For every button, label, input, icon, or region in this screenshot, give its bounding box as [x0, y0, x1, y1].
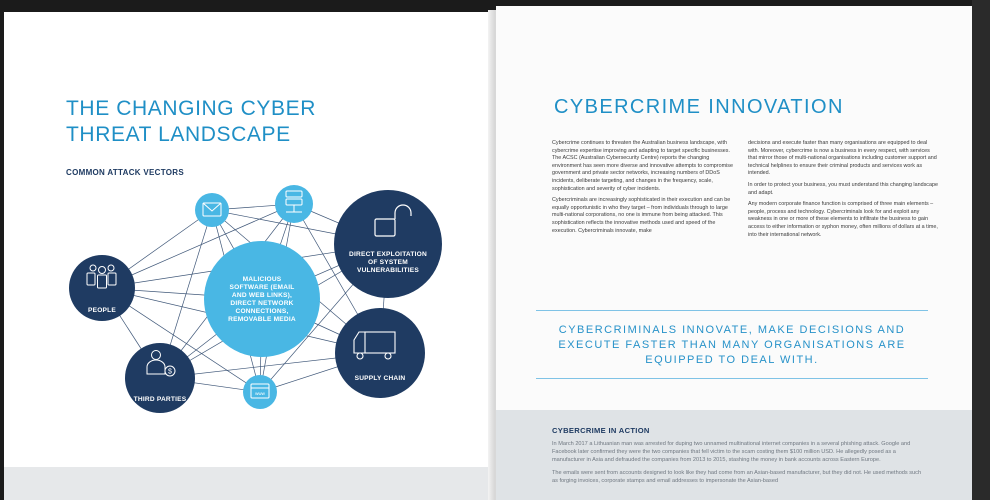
direct-exploitation-line-1: DIRECT EXPLOITATION	[349, 251, 427, 258]
malicious-software-node	[204, 241, 320, 357]
quote-line-2: EXECUTE FASTER THAN MANY ORGANISATIONS ARE	[558, 339, 906, 351]
col1-paragraph-2: Cybercriminals are increasingly sophisticated in their execution and can be equally opportunistic in who they target – from individuals through to large multi-national corporations, no one is immune from being attacked. This sophistication reflects the innovative methods used and speed of the execution. Cybercriminals innovate, make	[552, 197, 731, 234]
action-paragraph-2: The emails were sent from accounts designed to look like they had come from an Asian-based manufacturer, but they did not. He used methods such as forging invoices, corporate stamps and email addresses to impersonate the Asian-based	[552, 470, 922, 484]
people-node	[69, 255, 135, 321]
col2-paragraph-3: Any modern corporate finance function is comprised of three main elements – people, process and technology. Cybercriminals look for and exploit any weakness in one or more of these elements to infiltrate the business to gain access to either information or syphon money, often millions of dollars at a time, into their international network.	[748, 201, 938, 238]
col1-paragraph-1: Cybercrime continues to threaten the Australian business landscape, with cybercrime expertise improving and adapting to target specific businesses. The ACSC (Australian Cybersecurity Centre) reports the changing environment has seen more diverse and innovative attempts to compromise government and private sector networks, increasing numbers of DDoS incidents, deliberate targeting, and changes in the frequency, scale, sophistication and severity of cyber incidents.	[552, 140, 733, 192]
supply-chain-node	[335, 308, 425, 398]
center-line-5: CONNECTIONS,	[235, 308, 289, 315]
right-page-title: CYBERCRIME INNOVATION	[554, 96, 844, 118]
direct-exploitation-line-2: OF SYSTEM	[368, 259, 408, 266]
web-node	[243, 375, 277, 409]
title-line-1: THE CHANGING CYBER	[66, 97, 316, 120]
dollar-glyph: $	[168, 368, 172, 376]
email-node	[195, 193, 229, 227]
title-line-2: THREAT LANDSCAPE	[66, 123, 291, 146]
body-column-1	[552, 140, 738, 239]
left-page-bottom-band	[4, 467, 496, 500]
supply-chain-label: SUPPLY CHAIN	[354, 375, 406, 382]
center-line-3: AND WEB LINKS),	[231, 292, 293, 299]
col2-paragraph-2: In order to protect your business, you must understand this changing landscape and adapt.	[748, 181, 938, 196]
center-line-4: DIRECT NETWORK	[230, 300, 294, 307]
right-edge-background	[972, 0, 990, 500]
center-line-2: SOFTWARE (EMAIL	[229, 284, 295, 291]
attack-vectors-diagram	[4, 12, 496, 500]
quote-top-rule	[536, 310, 928, 311]
attack-vectors-subheading: COMMON ATTACK VECTORS	[66, 168, 184, 177]
center-line-6: REMOVABLE MEDIA	[228, 316, 296, 323]
quote-line-1: CYBERCRIMINALS INNOVATE, MAKE DECISIONS AND	[558, 324, 906, 336]
www-label: www	[255, 391, 265, 396]
action-panel-body	[552, 440, 922, 490]
third-parties-label: THIRD PARTIES	[133, 396, 187, 403]
left-page	[4, 12, 496, 500]
quote-bottom-rule	[536, 378, 928, 379]
people-label: PEOPLE	[88, 307, 116, 314]
server-node	[275, 185, 313, 223]
body-column-2	[748, 140, 938, 243]
right-page	[496, 6, 972, 500]
action-paragraph-1: In March 2017 a Lithuanian man was arrested for duping two unnamed multinational internet companies in a several phishing attack. Google and Facebook later confirmed they were the two companies that fell victim to the scam costing them $100 million USD. He allegedly posed as a manufacturer in Asia and defrauded the companies from 2013 to 2015, stashing the money in bank accounts across Eastern Europe.	[552, 441, 911, 463]
action-panel-title: CYBERCRIME IN ACTION	[552, 426, 650, 435]
third-parties-node	[125, 343, 195, 413]
direct-exploitation-node	[334, 190, 442, 298]
center-line-1: MALICIOUS	[242, 276, 282, 283]
quote-line-3: EQUIPPED TO DEAL WITH.	[645, 354, 819, 366]
pull-quote	[536, 323, 928, 368]
direct-exploitation-line-3: VULNERABILITIES	[357, 267, 419, 274]
col2-paragraph-1: decisions and execute faster than many organisations are equipped to deal with. Moreover, cybercrime is now a business in every respect, with services that mirror those of multi-national organisations including customer support and technical helplines to ensure their criminal products and services work as intended.	[748, 140, 937, 177]
cybercrime-in-action-panel	[496, 410, 972, 500]
